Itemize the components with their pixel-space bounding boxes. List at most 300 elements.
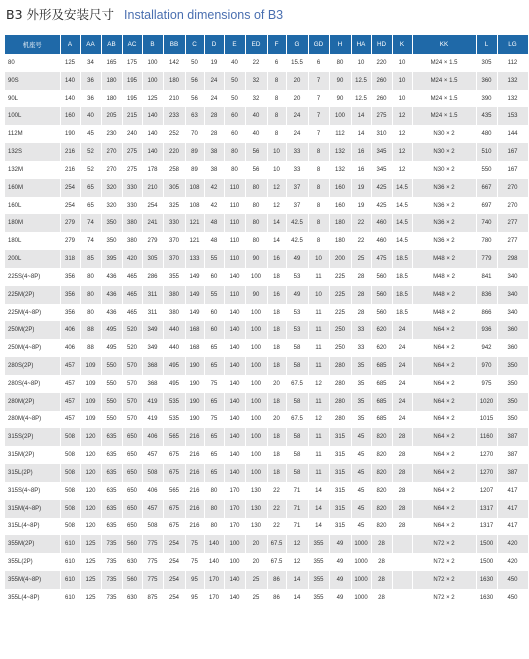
dimension-cell: 35 [351,411,371,429]
dimension-cell: 495 [163,375,185,393]
dimension-cell: 570 [122,393,142,411]
dimension-cell: 7 [308,125,329,143]
table-row [5,535,528,553]
dimension-cell: 360 [476,72,497,90]
dimension-cell: 65 [80,197,101,215]
dimension-cell: 90 [329,72,351,90]
dimension-cell: 160 [329,179,351,197]
dimension-cell: 45 [351,482,371,500]
dimension-cell: 325 [163,197,185,215]
dimension-cell: 305 [163,179,185,197]
dimension-cell: 417 [497,500,528,518]
dimension-cell: 24 [286,107,308,125]
dimension-cell: 535 [163,411,185,429]
dimension-cell: 11 [308,357,329,375]
dimension-cell: 460 [371,232,392,250]
dimension-cell: 14.5 [392,232,412,250]
column-header: E [224,35,245,54]
dimension-cell: 349 [142,339,163,357]
dimension-cell: 160 [60,107,80,125]
table-row [5,197,528,215]
dimension-cell: 20 [286,90,308,108]
dimension-cell: 205 [101,107,122,125]
table-row [5,393,528,411]
dimension-cell: 34 [80,54,101,72]
dimension-cell: 25 [245,571,267,589]
dimension-cell: 368 [142,357,163,375]
column-header: BB [163,35,185,54]
dimension-cell: 465 [122,286,142,304]
dimension-cell: 610 [60,535,80,553]
dimension-cell: 270 [101,143,122,161]
table-row [5,589,528,607]
dimension-cell: 120 [80,500,101,518]
dimension-cell: 100 [245,428,267,446]
dimension-cell: 110 [224,286,245,304]
dimension-cell: 495 [163,357,185,375]
dimension-cell: 180 [329,214,351,232]
dimension-cell: 45 [80,125,101,143]
dimension-cell: 18 [267,304,286,322]
dimension-cell: 465 [122,268,142,286]
dimension-cell: 140 [224,571,245,589]
dimension-cell: M24 × 1.5 [412,54,476,72]
dimension-cell: N64 × 2 [412,518,476,536]
dimension-cell: N72 × 2 [412,589,476,607]
frame-size-cell: 315M(2P) [5,446,60,464]
dimension-cell: 55 [204,250,224,268]
dimension-cell: 14 [286,571,308,589]
dimension-cell: 22 [351,214,371,232]
dimension-cell: 390 [476,90,497,108]
dimension-cell: 40 [245,107,267,125]
dimension-cell: 420 [497,535,528,553]
dimension-cell: 560 [371,286,392,304]
dimension-cell: 170 [224,482,245,500]
dimension-cell: N64 × 2 [412,464,476,482]
dimension-cell: 310 [371,125,392,143]
dimension-cell: 18 [267,393,286,411]
dimension-cell: 60 [204,304,224,322]
table-row [5,72,528,90]
dimension-cell: 315 [329,446,351,464]
dimension-cell: 508 [60,482,80,500]
dimension-cell: 190 [60,125,80,143]
table-row [5,446,528,464]
dimension-cell: 49 [286,286,308,304]
dimension-cell: 565 [163,428,185,446]
column-header: 机座号 [5,35,60,54]
dimension-cell: 350 [497,375,528,393]
dimension-cell: 225 [329,286,351,304]
dimension-cell: 305 [476,54,497,72]
dimension-cell: 465 [122,304,142,322]
dimension-cell: 49 [329,535,351,553]
dimension-cell: 14.5 [392,214,412,232]
dimension-cell: 16 [351,161,371,179]
column-header: A [60,35,80,54]
dimension-cell: 735 [101,589,122,607]
dimension-cell: 520 [122,339,142,357]
dimension-cell: 254 [60,197,80,215]
dimension-cell: 24 [204,90,224,108]
dimension-cell: 18 [267,446,286,464]
frame-size-cell: 225M(2P) [5,286,60,304]
dimension-cell: 685 [371,375,392,393]
dimension-cell: 495 [101,339,122,357]
dimension-cell: 130 [245,518,267,536]
table-row [5,571,528,589]
dimension-cell: 8 [267,72,286,90]
dimension-cell: 7 [308,107,329,125]
dimension-cell: 24 [392,357,412,375]
column-header: KK [412,35,476,54]
dimension-cell: 14 [267,232,286,250]
dimension-cell: 775 [142,553,163,571]
dimensions-table [5,35,529,607]
frame-size-cell: 280M(4~8P) [5,411,60,429]
dimension-cell: 520 [122,321,142,339]
dimension-cell: N72 × 2 [412,553,476,571]
dimension-cell: 14 [286,589,308,607]
dimension-cell: 18 [267,321,286,339]
dimension-cell: 11 [308,339,329,357]
dimension-cell: 170 [224,518,245,536]
dimension-cell: 836 [476,286,497,304]
dimension-cell: 8 [267,90,286,108]
dimension-cell: 305 [142,250,163,268]
dimension-cell: 88 [80,321,101,339]
dimension-cell: 140 [224,446,245,464]
dimension-cell: 71 [286,500,308,518]
dimension-cell: 780 [476,232,497,250]
frame-size-cell: 80 [5,54,60,72]
dimension-cell: N30 × 2 [412,143,476,161]
dimension-cell: 508 [142,464,163,482]
table-row [5,125,528,143]
dimension-cell: 180 [329,232,351,250]
dimension-cell: 345 [371,143,392,161]
dimension-cell: 88 [80,339,101,357]
dimension-cell: 270 [101,161,122,179]
dimension-cell: 380 [163,286,185,304]
dimension-cell: 28 [351,304,371,322]
dimension-cell: 65 [204,393,224,411]
dimension-cell: 140 [224,589,245,607]
dimension-cell: 14 [267,214,286,232]
dimension-cell: 457 [60,411,80,429]
dimension-cell: 55 [204,286,224,304]
dimension-cell: 387 [497,464,528,482]
column-header: F [267,35,286,54]
dimension-cell: 178 [142,161,163,179]
dimension-cell: 38 [204,161,224,179]
dimension-cell: 685 [371,411,392,429]
dimension-cell: 180 [163,72,185,90]
dimension-cell: 735 [101,571,122,589]
page-title [6,5,283,23]
dimension-cell: 1000 [351,571,371,589]
frame-size-cell: 355L(2P) [5,553,60,571]
table-row [5,518,528,536]
frame-size-cell: 200L [5,250,60,268]
dimension-cell: 260 [371,90,392,108]
dimension-cell: 8 [308,161,329,179]
frame-size-cell: 180M [5,214,60,232]
dimension-cell: 65 [204,428,224,446]
dimension-cell: 550 [476,161,497,179]
dimension-cell: 71 [286,482,308,500]
dimension-cell: 550 [101,393,122,411]
dimension-cell: 475 [371,250,392,268]
dimension-cell: 457 [142,500,163,518]
dimension-cell: 14 [308,482,329,500]
dimension-cell: 140 [204,553,224,571]
dimension-cell: 8 [308,179,329,197]
dimension-cell: 56 [185,90,204,108]
dimension-cell: 7 [308,72,329,90]
dimension-cell: 19 [351,179,371,197]
column-header: AC [122,35,142,54]
dimension-cell: 35 [351,393,371,411]
dimension-cell: 406 [142,482,163,500]
dimension-cell: 40 [224,54,245,72]
dimension-cell: 280 [329,393,351,411]
dimension-cell: 250 [329,339,351,357]
dimension-cell: 387 [497,446,528,464]
dimension-cell: 8 [267,125,286,143]
dimension-cell: 635 [101,446,122,464]
dimension-cell: 100 [245,339,267,357]
dimension-cell: 121 [185,214,204,232]
dimension-cell: 667 [476,179,497,197]
dimension-cell: 132 [497,72,528,90]
dimension-cell: 350 [101,214,122,232]
dimension-cell: 67.5 [286,411,308,429]
dimension-cell: 18.5 [392,268,412,286]
dimension-cell: 195 [122,90,142,108]
column-header: C [185,35,204,54]
dimension-cell: 1000 [351,535,371,553]
table-row [5,286,528,304]
dimension-cell: 450 [497,571,528,589]
column-header: G [286,35,308,54]
dimension-cell: 24 [392,321,412,339]
table-row [5,482,528,500]
dimension-cell: N64 × 2 [412,321,476,339]
dimension-cell: 356 [60,286,80,304]
dimension-cell: 71 [286,518,308,536]
dimension-cell: 58 [286,339,308,357]
dimension-cell: 216 [185,482,204,500]
dimension-cell: 1015 [476,411,497,429]
dimension-cell: 25 [245,589,267,607]
dimension-cell: 25 [351,250,371,268]
dimension-cell: 420 [122,250,142,268]
dimension-cell: 650 [122,482,142,500]
dimension-cell: 6 [267,54,286,72]
dimension-cell: 685 [371,393,392,411]
dimension-cell: 820 [371,482,392,500]
dimension-cell: 20 [267,411,286,429]
dimension-cell: 510 [476,143,497,161]
dimension-cell: 350 [497,411,528,429]
dimension-cell: 1317 [476,518,497,536]
dimension-cell: 140 [224,268,245,286]
dimension-cell: 130 [245,500,267,518]
dimension-cell: N64 × 2 [412,393,476,411]
dimension-cell: 457 [60,393,80,411]
dimension-cell: 80 [245,197,267,215]
dimension-cell: 12 [392,143,412,161]
frame-size-cell: 250M(4~8P) [5,339,60,357]
table-row [5,90,528,108]
dimension-cell: 75 [185,553,204,571]
dimension-cell: 28 [392,518,412,536]
dimension-cell: 216 [185,518,204,536]
dimension-cell: 20 [267,375,286,393]
dimension-cell: 1630 [476,571,497,589]
dimension-cell: N64 × 2 [412,375,476,393]
dimension-cell: 630 [122,553,142,571]
header-row [5,35,528,54]
dimension-cell: 735 [101,553,122,571]
dimension-cell: 1160 [476,428,497,446]
dimension-cell: 936 [476,321,497,339]
dimension-cell: 355 [308,589,329,607]
dimension-cell: 12 [286,535,308,553]
frame-size-cell: 225S(4~8P) [5,268,60,286]
dimension-cell: 210 [163,90,185,108]
dimension-cell: 735 [101,535,122,553]
dimension-cell: N30 × 2 [412,125,476,143]
table-row [5,321,528,339]
dimension-cell: 320 [101,197,122,215]
dimension-cell: 120 [80,482,101,500]
dimension-cell: 100 [245,375,267,393]
dimension-cell: M48 × 2 [412,304,476,322]
dimension-cell: 740 [476,214,497,232]
dimension-cell: 417 [497,518,528,536]
dimension-cell: 140 [224,375,245,393]
dimension-cell: 12 [308,411,329,429]
dimension-cell: 110 [224,232,245,250]
dimension-cell: 11 [308,393,329,411]
frame-size-cell: 315S(2P) [5,428,60,446]
dimension-cell: 330 [163,214,185,232]
dimension-cell: 42 [204,197,224,215]
dimension-cell: 58 [286,357,308,375]
dimension-cell: 125 [80,553,101,571]
dimension-cell: 1630 [476,589,497,607]
dimension-cell: 80 [204,500,224,518]
dimension-cell: 28 [371,589,392,607]
dimension-cell: N36 × 2 [412,232,476,250]
dimension-cell: 125 [142,90,163,108]
dimension-cell: 132 [329,161,351,179]
frame-size-cell: 280S(2P) [5,357,60,375]
dimension-cell: 80 [80,268,101,286]
frame-size-cell: 132S [5,143,60,161]
dimension-cell: 140 [142,107,163,125]
dimension-cell: 8 [267,107,286,125]
dimension-cell: 14 [308,500,329,518]
dimension-cell: 425 [371,197,392,215]
dimension-cell: 60 [204,321,224,339]
dimension-cell: 330 [122,197,142,215]
dimension-cell: M24 × 1.5 [412,90,476,108]
dimension-cell: 610 [60,571,80,589]
dimension-cell: 254 [163,535,185,553]
dimension-cell: 190 [185,393,204,411]
dimension-cell: 28 [392,428,412,446]
dimension-cell: 841 [476,268,497,286]
frame-size-cell: 355L(4~8P) [5,589,60,607]
dimension-cell: 550 [101,411,122,429]
dimension-cell: 250 [329,321,351,339]
dimension-cell: 22 [267,500,286,518]
dimension-cell: 112 [329,125,351,143]
dimension-cell: 12 [392,107,412,125]
dimension-cell: 570 [122,357,142,375]
dimension-cell: 85 [80,250,101,268]
dimension-cell: 6 [308,54,329,72]
dimension-cell: 216 [60,161,80,179]
dimension-cell: 230 [101,125,122,143]
dimension-cell: 108 [185,179,204,197]
dimension-cell: 100 [245,321,267,339]
dimension-cell: 8 [308,197,329,215]
dimension-cell: 12 [267,197,286,215]
dimension-cell: 210 [142,179,163,197]
dimension-cell: N36 × 2 [412,179,476,197]
dimension-cell: 650 [122,464,142,482]
dimension-cell: 132 [329,143,351,161]
dimension-cell: 277 [497,232,528,250]
dimension-cell: 508 [60,500,80,518]
dimension-cell: 279 [60,232,80,250]
dimension-cell: 19 [351,197,371,215]
dimension-cell: 140 [224,464,245,482]
dimension-cell: 18 [267,268,286,286]
dimension-cell: 320 [101,179,122,197]
dimension-cell: 90 [245,286,267,304]
dimension-cell: 112 [497,54,528,72]
dimension-cell: 168 [185,339,204,357]
dimension-cell: 32 [245,90,267,108]
dimension-cell: 380 [122,232,142,250]
dimension-cell: 28 [351,268,371,286]
dimension-cell: 436 [101,286,122,304]
dimension-cell: 7 [308,90,329,108]
dimension-cell: 18 [267,339,286,357]
dimension-cell [392,553,412,571]
dimension-cell: 86 [267,589,286,607]
dimension-cell: 1000 [351,553,371,571]
dimension-cell: 11 [308,428,329,446]
dimension-cell: 45 [351,446,371,464]
dimension-cell: 56 [245,161,267,179]
dimension-cell: 58 [286,393,308,411]
dimension-cell: 20 [245,553,267,571]
dimension-cell: 419 [142,393,163,411]
dimension-cell: 16 [351,143,371,161]
dimension-cell: 190 [185,357,204,375]
dimension-cell: 8 [308,232,329,250]
table-row [5,304,528,322]
dimension-cell: 875 [142,589,163,607]
frame-size-cell: 250M(2P) [5,321,60,339]
